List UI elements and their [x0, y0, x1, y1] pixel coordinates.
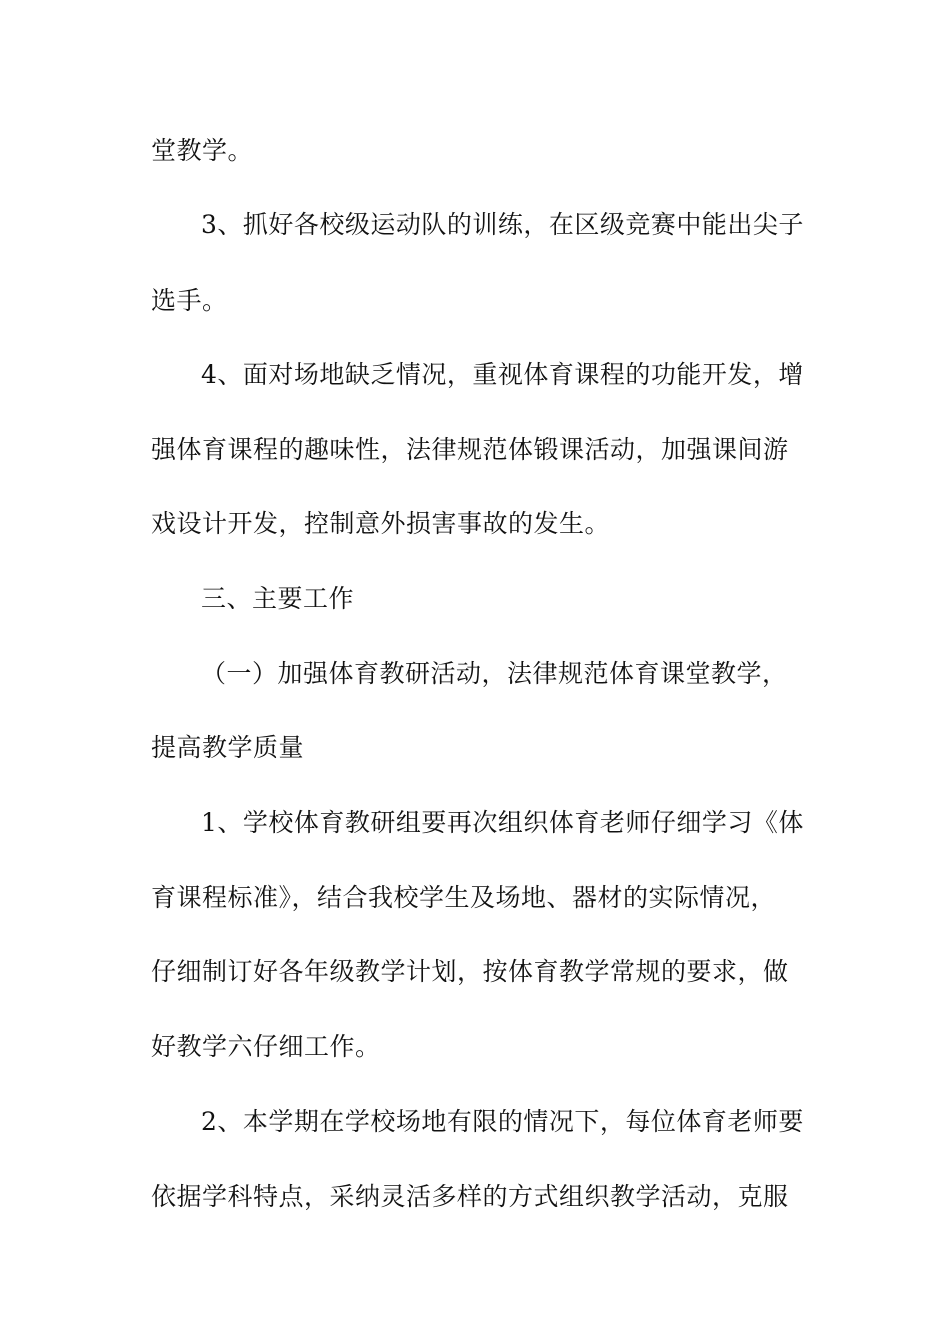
item-3-line-2: 选手。 [151, 286, 228, 315]
item-4-line-2: 强体育课程的趣味性，法律规范体锻课活动，加强课间游 [151, 435, 789, 464]
sub-item-2-line-1: 2、本学期在学校场地有限的情况下，每位体育老师要 [201, 1107, 804, 1136]
item-4-line-3: 戏设计开发，控制意外损害事故的发生。 [151, 509, 611, 538]
section-heading-main-work: 三、主要工作 [201, 584, 355, 613]
subsection-heading-line-1: （一）加强体育教研活动，法律规范体育课堂教学， [201, 659, 788, 688]
sub-item-2-line-2: 依据学科特点，采纳灵活多样的方式组织教学活动，克服 [151, 1182, 789, 1211]
item-3-line-1: 3、抓好各校级运动队的训练，在区级竞赛中能出尖子 [201, 210, 804, 239]
sub-item-1-line-4: 好教学六仔细工作。 [151, 1032, 381, 1061]
item-4-line-1: 4、面对场地缺乏情况，重视体育课程的功能开发，增 [201, 360, 804, 389]
sub-item-1-line-2: 育课程标准》，结合我校学生及场地、器材的实际情况， [151, 883, 777, 912]
paragraph-continuation-line: 堂教学。 [151, 136, 254, 165]
subsection-heading-line-2: 提高教学质量 [151, 733, 305, 762]
sub-item-1-line-1: 1、学校体育教研组要再次组织体育老师仔细学习《体 [201, 808, 804, 837]
sub-item-1-line-3: 仔细制订好各年级教学计划，按体育教学常规的要求，做 [151, 957, 789, 986]
